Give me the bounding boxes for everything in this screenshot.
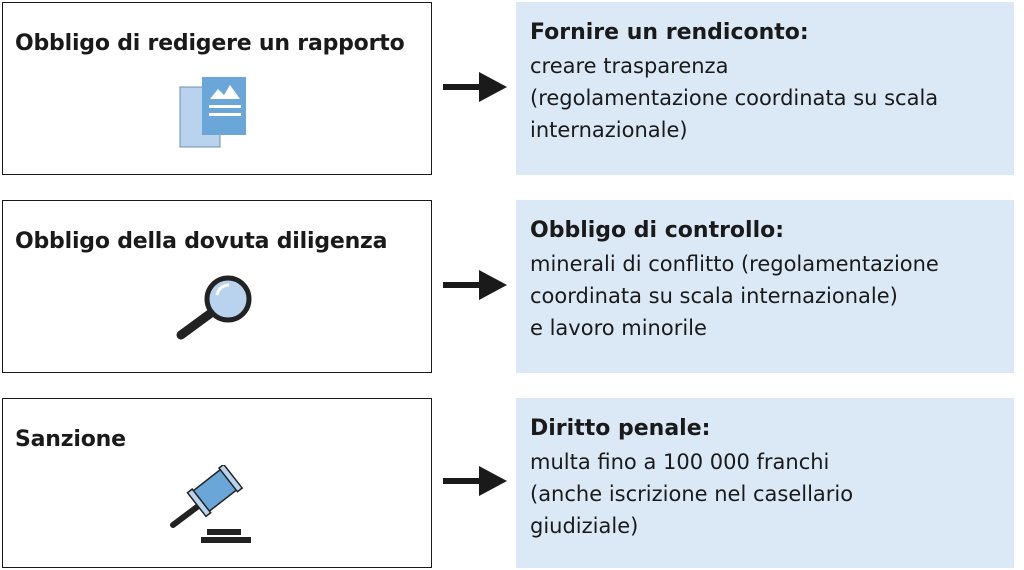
detail-line: coordinata su scala internazionale) <box>530 284 898 308</box>
detail-title: Fornire un rendiconto: <box>530 20 809 45</box>
gavel-icon <box>165 465 261 549</box>
due-diligence-box <box>2 200 432 373</box>
detail-line: multa fino a 100 000 franchi <box>530 450 830 474</box>
sanction-title: Sanzione <box>15 427 126 452</box>
sanction-box <box>2 398 432 568</box>
detail-title: Obbligo di controllo: <box>530 218 785 243</box>
magnifying-glass-icon <box>173 273 255 345</box>
arrow-icon <box>443 466 507 496</box>
report-document-icon <box>178 73 250 153</box>
detail-line: e lavoro minorile <box>530 316 707 340</box>
detail-line: internazionale) <box>530 118 688 142</box>
detail-line: creare trasparenza <box>530 54 729 78</box>
report-obligation-box <box>2 2 432 175</box>
detail-line: (regolamentazione coordinata su scala <box>530 86 939 110</box>
detail-title: Diritto penale: <box>530 416 711 441</box>
due-diligence-title: Obbligo della dovuta diligenza <box>15 229 388 254</box>
detail-line: minerali di conflitto (regolamentazione <box>530 252 939 276</box>
report-obligation-title: Obbligo di redigere un rapporto <box>15 31 405 56</box>
arrow-icon <box>443 72 507 102</box>
due-diligence-detail <box>516 200 1014 373</box>
arrow-icon <box>443 270 507 300</box>
sanction-detail <box>516 398 1014 568</box>
report-obligation-detail <box>516 2 1014 175</box>
detail-line: (anche iscrizione nel casellario <box>530 482 854 506</box>
detail-line: giudiziale) <box>530 514 639 538</box>
